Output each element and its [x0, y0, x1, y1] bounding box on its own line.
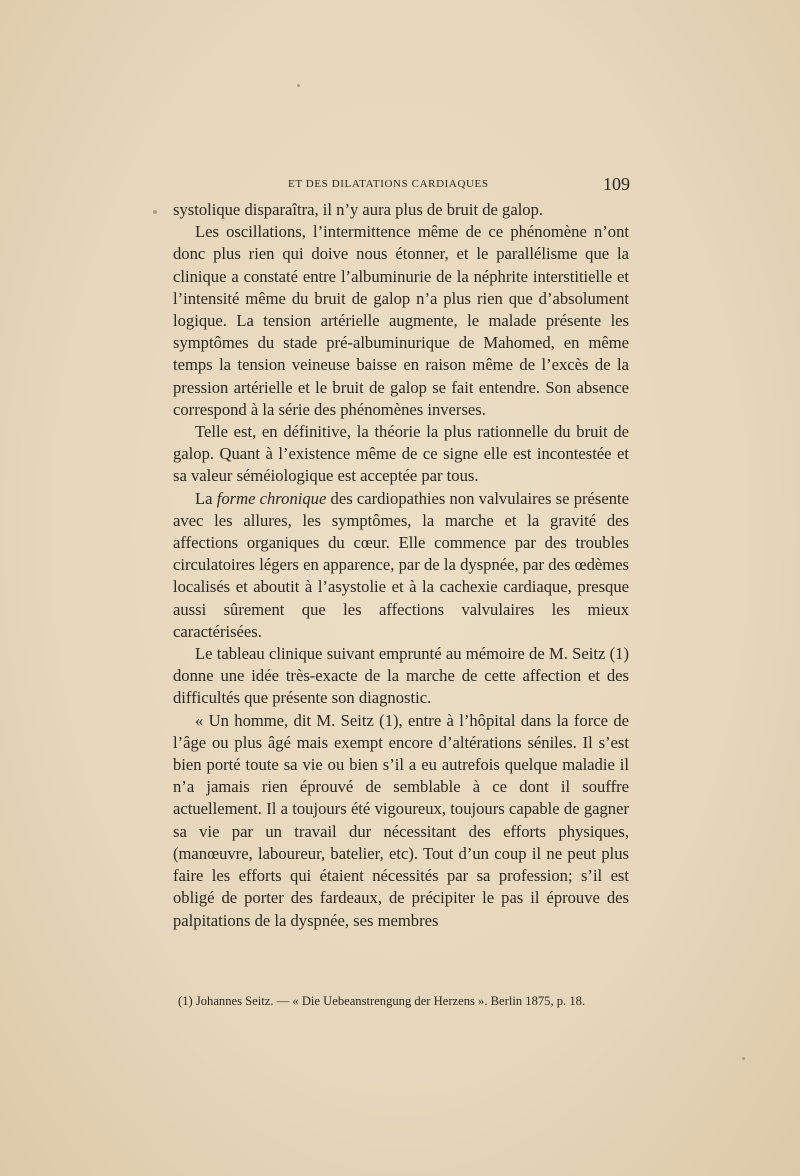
- page-number: 109: [603, 174, 630, 194]
- footnote-text: (1) Johannes Seitz. — « Die Uebeanstrengung der Herzens ». Berlin 1875, p. 18.: [178, 994, 586, 1008]
- paper-speck: [153, 210, 157, 214]
- paper-speck: [297, 84, 300, 87]
- body-text: [173, 199, 629, 932]
- paragraph-chronic-form: [173, 488, 629, 643]
- paragraph-oscillations: Les oscillations, l’intermittence même de ce phénomène n’ont donc plus rien qui doive nous étonner, et le parallélisme que la clinique a constaté entre l’albuminurie de la néphrite interstitielle et l’intensité même du bruit de galop n’a plus rien que d’absolument logique. La tension artérielle augmente, le malade présente les symptômes du stade pré-albuminurique de Mahomed, en même temps la tension veineuse baisse en raison même de l’excès de la pression artérielle et le bruit de galop se fait entendre. Son absence correspond à la série des phénomènes inverses.: [173, 222, 629, 419]
- paper-speck: [742, 1057, 745, 1060]
- paragraph-continuation: systolique disparaîtra, il n’y aura plus de bruit de galop.: [173, 200, 544, 219]
- paragraph-chronic-form-rest: des cardiopathies non valvulaires se présente avec les allures, les symptômes, la marche et la gravité des affections organiques du cœur. Elle commence par des troubles circulatoires légers en apparence, par de la dyspnée, par des œdèmes localisés et aboutit à l’asystolie et à la cachexie cardiaque, presque aussi sûrement que les affections valvulaires les mieux caractérisées.: [173, 488, 629, 641]
- footnote: [163, 992, 633, 1010]
- paragraph-quotation: « Un homme, dit M. Seitz (1), entre à l’hôpital dans la force de l’âge ou plus âgé mais exempt encore d’altérations séniles. Il s’est bien porté toute sa vie ou bien s’il a eu autrefois quelque maladie il n’a jamais rien éprouvé de semblable à ce dont il souffre actuellement. Il a toujours été vigoureux, toujours capable de gagner sa vie par un travail dur nécessitant des efforts physiques, (manœuvre, laboureur, batelier, etc). Tout d’un coup il ne peut plus faire les efforts qui étaient nécessités par sa profession; s’il est obligé de porter des fardeaux, de précipiter le pas il éprouve des palpitations de la dyspnée, ses membres: [173, 710, 629, 930]
- paragraph-chronic-form-lead: La: [195, 488, 217, 508]
- running-head: ET DES DILATATIONS CARDIAQUES: [288, 178, 489, 190]
- italic-term: forme chronique: [216, 488, 327, 508]
- paragraph-theory: Telle est, en définitive, la théorie la plus rationnelle du bruit de galop. Quant à l’existence même de ce signe elle est incontestée et sa valeur séméiologique est acceptée par tous.: [173, 422, 629, 486]
- page-header: [172, 174, 630, 194]
- paragraph-clinical-picture: Le tableau clinique suivant emprunté au mémoire de M. Seitz (1) donne une idée très-exacte de la marche de cette affection et des difficultés que présente son diagnostic.: [173, 644, 629, 708]
